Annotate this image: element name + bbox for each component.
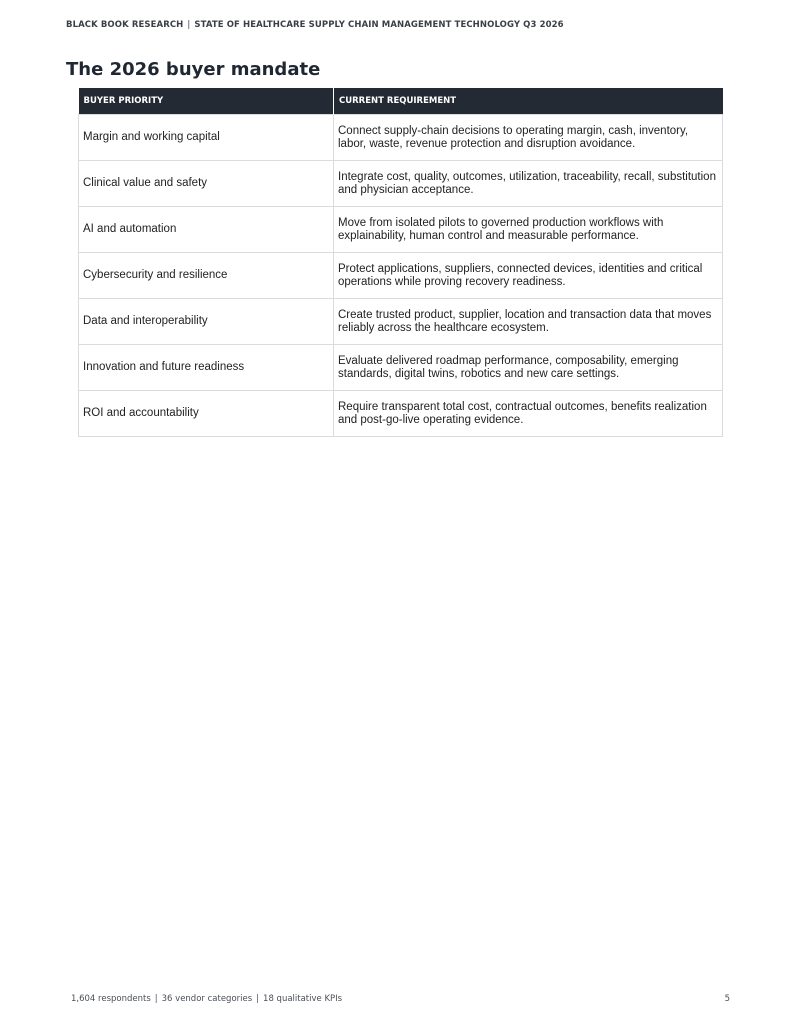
header-report-title: STATE OF HEALTHCARE SUPPLY CHAIN MANAGEMENT TECHNOLOGY Q3 2026 bbox=[194, 20, 564, 30]
table-row bbox=[79, 115, 723, 161]
page-title: The 2026 buyer mandate bbox=[66, 59, 321, 80]
requirement-cell: Evaluate delivered roadmap performance, composability, emerging standards, digital twins, robotics and new care settings. bbox=[334, 345, 723, 391]
footer-separator: | bbox=[154, 994, 158, 1004]
table-row bbox=[79, 161, 723, 207]
buyer-mandate-table bbox=[78, 88, 723, 437]
priority-cell: Cybersecurity and resilience bbox=[79, 253, 334, 299]
priority-cell: ROI and accountability bbox=[79, 391, 334, 437]
table-row bbox=[79, 391, 723, 437]
running-header bbox=[66, 20, 564, 30]
requirement-cell: Require transparent total cost, contractual outcomes, benefits realization and post-go-live operating evidence. bbox=[334, 391, 723, 437]
requirement-cell: Move from isolated pilots to governed production workflows with explainability, human control and measurable performance. bbox=[334, 207, 723, 253]
page-number: 5 bbox=[724, 994, 730, 1004]
footer-respondents: 1,604 respondents bbox=[71, 994, 151, 1004]
table-row bbox=[79, 299, 723, 345]
table-row bbox=[79, 207, 723, 253]
table-row bbox=[79, 345, 723, 391]
header-separator: | bbox=[187, 20, 191, 30]
priority-cell: Margin and working capital bbox=[79, 115, 334, 161]
requirement-cell: Protect applications, suppliers, connected devices, identities and critical operations while proving recovery readiness. bbox=[334, 253, 723, 299]
header-org: BLACK BOOK RESEARCH bbox=[66, 20, 184, 30]
footer-separator: | bbox=[256, 994, 260, 1004]
column-header-buyer-priority: BUYER PRIORITY bbox=[79, 88, 334, 115]
footer-stats bbox=[71, 994, 342, 1004]
priority-cell: Data and interoperability bbox=[79, 299, 334, 345]
footer-kpis: 18 qualitative KPIs bbox=[263, 994, 343, 1004]
table-header-row bbox=[79, 88, 723, 115]
priority-cell: Clinical value and safety bbox=[79, 161, 334, 207]
footer-vendor-categories: 36 vendor categories bbox=[161, 994, 253, 1004]
requirement-cell: Integrate cost, quality, outcomes, utilization, traceability, recall, substitution and physician acceptance. bbox=[334, 161, 723, 207]
requirement-cell: Connect supply-chain decisions to operating margin, cash, inventory, labor, waste, revenue protection and disruption avoidance. bbox=[334, 115, 723, 161]
priority-cell: AI and automation bbox=[79, 207, 334, 253]
table-row bbox=[79, 253, 723, 299]
priority-cell: Innovation and future readiness bbox=[79, 345, 334, 391]
column-header-current-requirement: CURRENT REQUIREMENT bbox=[334, 88, 723, 115]
requirement-cell: Create trusted product, supplier, location and transaction data that moves reliably across the healthcare ecosystem. bbox=[334, 299, 723, 345]
